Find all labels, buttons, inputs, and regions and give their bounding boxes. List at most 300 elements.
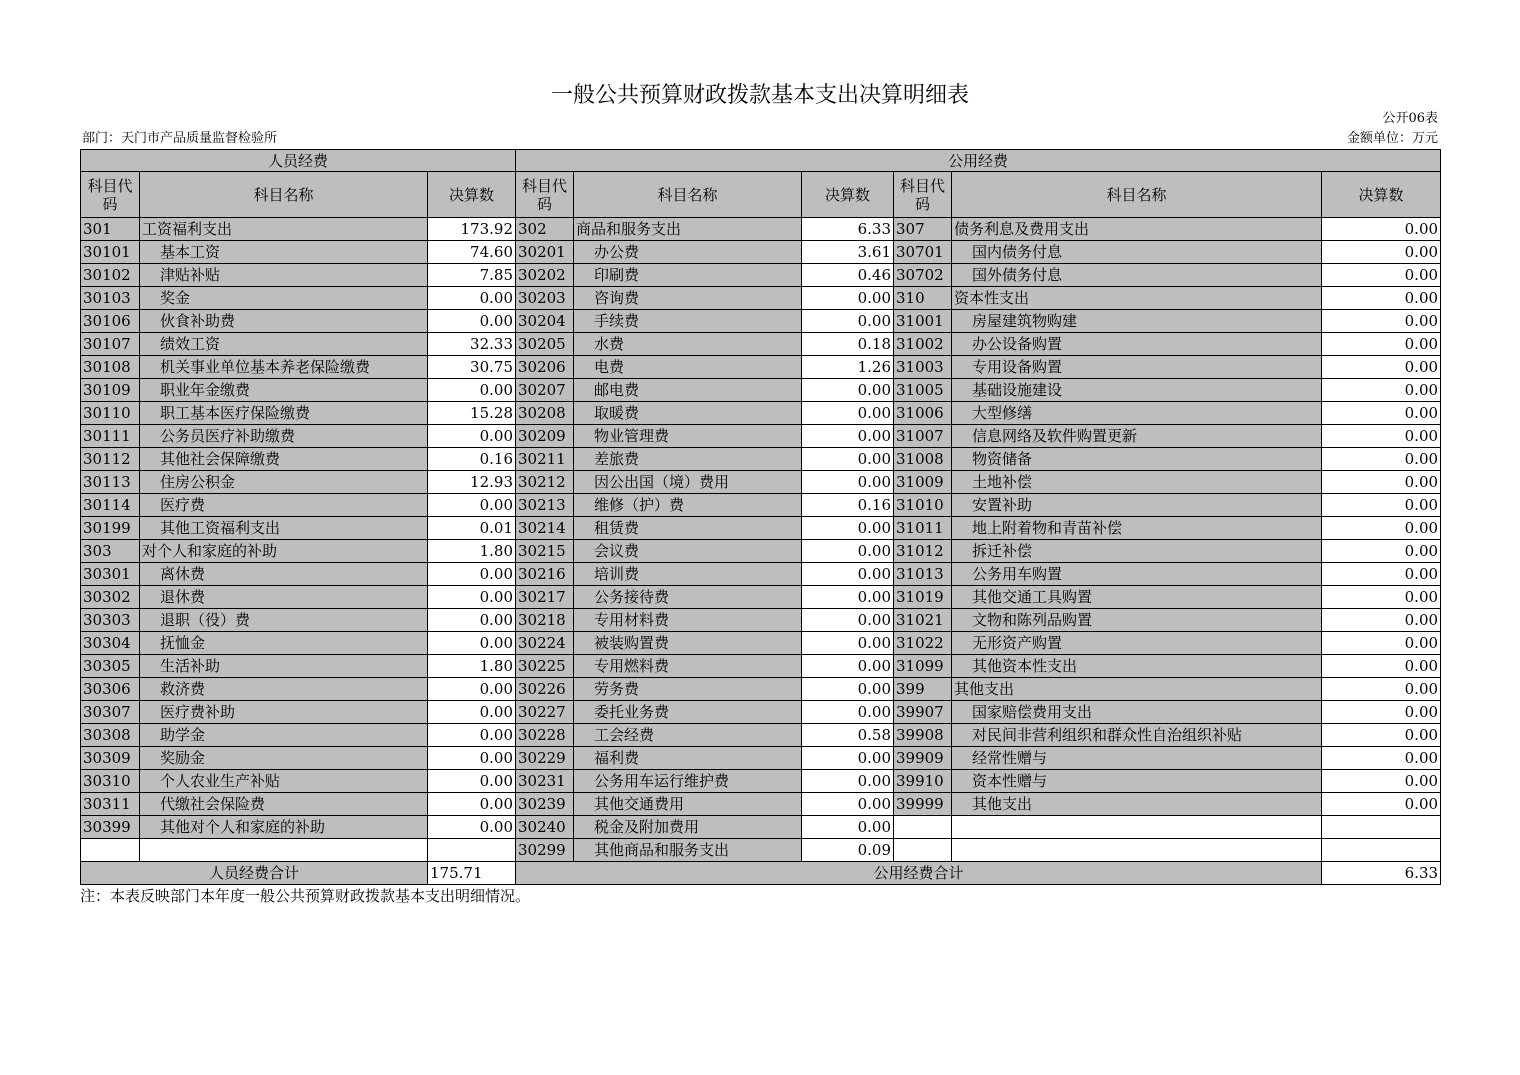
code-cell: 31008 <box>894 448 952 471</box>
amount-cell: 0.00 <box>428 724 516 747</box>
code-cell: 30301 <box>81 563 140 586</box>
name-cell: 机关事业单位基本养老保险缴费 <box>140 356 428 379</box>
amount-cell: 0.00 <box>802 793 894 816</box>
header-amount-3: 决算数 <box>1322 172 1441 218</box>
amount-cell: 0.00 <box>802 448 894 471</box>
table-row <box>81 287 1441 310</box>
amount-cell: 0.00 <box>1322 333 1441 356</box>
table-row <box>81 471 1441 494</box>
table-row <box>81 448 1441 471</box>
amount-cell: 0.00 <box>1322 793 1441 816</box>
code-cell: 31021 <box>894 609 952 632</box>
name-cell: 邮电费 <box>574 379 802 402</box>
amount-cell: 0.00 <box>428 310 516 333</box>
table-row <box>81 379 1441 402</box>
name-cell: 职工基本医疗保险缴费 <box>140 402 428 425</box>
personnel-total-value: 175.71 <box>428 862 516 885</box>
amount-cell: 7.85 <box>428 264 516 287</box>
name-cell <box>952 839 1322 862</box>
amount-cell: 0.00 <box>1322 586 1441 609</box>
name-cell: 公务用车购置 <box>952 563 1322 586</box>
code-cell: 30306 <box>81 678 140 701</box>
code-cell: 30702 <box>894 264 952 287</box>
amount-cell: 1.80 <box>428 655 516 678</box>
amount-cell: 0.00 <box>428 678 516 701</box>
code-cell: 30239 <box>516 793 574 816</box>
name-cell: 其他对个人和家庭的补助 <box>140 816 428 839</box>
page-title: 一般公共预算财政拨款基本支出决算明细表 <box>550 83 969 108</box>
table-row <box>81 770 1441 793</box>
code-cell: 30303 <box>81 609 140 632</box>
code-cell: 30299 <box>516 839 574 862</box>
amount-cell: 173.92 <box>428 218 516 241</box>
amount-cell: 30.75 <box>428 356 516 379</box>
name-cell: 土地补偿 <box>952 471 1322 494</box>
code-cell: 31007 <box>894 425 952 448</box>
amount-cell: 0.00 <box>802 517 894 540</box>
code-cell: 30304 <box>81 632 140 655</box>
amount-cell: 0.00 <box>1322 540 1441 563</box>
name-cell: 抚恤金 <box>140 632 428 655</box>
code-cell: 31009 <box>894 471 952 494</box>
amount-cell: 0.00 <box>428 747 516 770</box>
header-name-2: 科目名称 <box>574 172 802 218</box>
name-cell: 退休费 <box>140 586 428 609</box>
name-cell: 医疗费补助 <box>140 701 428 724</box>
name-cell: 商品和服务支出 <box>574 218 802 241</box>
name-cell: 经常性赠与 <box>952 747 1322 770</box>
amount-cell: 0.00 <box>802 425 894 448</box>
name-cell: 公务用车运行维护费 <box>574 770 802 793</box>
amount-cell: 0.00 <box>428 770 516 793</box>
name-cell: 其他支出 <box>952 793 1322 816</box>
totals-row <box>81 862 1441 885</box>
table-row <box>81 494 1441 517</box>
amount-cell: 0.00 <box>1322 310 1441 333</box>
code-cell: 302 <box>516 218 574 241</box>
table-row <box>81 540 1441 563</box>
code-cell: 30102 <box>81 264 140 287</box>
table-row <box>81 701 1441 724</box>
table-row <box>81 655 1441 678</box>
code-cell: 307 <box>894 218 952 241</box>
amount-cell: 15.28 <box>428 402 516 425</box>
name-cell: 税金及附加费用 <box>574 816 802 839</box>
code-cell: 30205 <box>516 333 574 356</box>
amount-cell: 0.00 <box>802 701 894 724</box>
amount-cell: 0.00 <box>1322 563 1441 586</box>
amount-cell: 0.00 <box>1322 517 1441 540</box>
name-cell: 被装购置费 <box>574 632 802 655</box>
name-cell: 债务利息及费用支出 <box>952 218 1322 241</box>
code-cell: 30310 <box>81 770 140 793</box>
code-cell: 30106 <box>81 310 140 333</box>
header-amount-1: 决算数 <box>428 172 516 218</box>
amount-cell: 0.00 <box>802 471 894 494</box>
name-cell: 退职（役）费 <box>140 609 428 632</box>
amount-cell: 0.00 <box>428 425 516 448</box>
code-cell: 30114 <box>81 494 140 517</box>
code-cell: 30225 <box>516 655 574 678</box>
amount-cell: 0.00 <box>428 586 516 609</box>
code-cell: 30307 <box>81 701 140 724</box>
amount-cell: 0.18 <box>802 333 894 356</box>
amount-cell: 0.00 <box>428 494 516 517</box>
code-cell <box>81 839 140 862</box>
amount-cell: 0.00 <box>802 816 894 839</box>
header-code-1: 科目代码 <box>81 172 140 218</box>
amount-cell: 0.00 <box>802 540 894 563</box>
code-cell: 30209 <box>516 425 574 448</box>
code-cell: 30228 <box>516 724 574 747</box>
amount-cell: 0.00 <box>802 586 894 609</box>
header-name-3: 科目名称 <box>952 172 1322 218</box>
code-cell: 399 <box>894 678 952 701</box>
table-row <box>81 816 1441 839</box>
name-cell: 专用设备购置 <box>952 356 1322 379</box>
code-cell: 30216 <box>516 563 574 586</box>
amount-cell: 0.00 <box>1322 356 1441 379</box>
code-cell: 31099 <box>894 655 952 678</box>
code-cell: 30308 <box>81 724 140 747</box>
code-cell: 31013 <box>894 563 952 586</box>
amount-cell <box>428 839 516 862</box>
name-cell: 大型修缮 <box>952 402 1322 425</box>
code-cell <box>894 816 952 839</box>
department-label: 部门：天门市产品质量监督检验所 <box>82 131 278 146</box>
code-cell: 30111 <box>81 425 140 448</box>
name-cell: 救济费 <box>140 678 428 701</box>
header-code-2: 科目代码 <box>516 172 574 218</box>
amount-cell: 0.00 <box>1322 425 1441 448</box>
name-cell: 咨询费 <box>574 287 802 310</box>
name-cell <box>140 839 428 862</box>
amount-cell: 3.61 <box>802 241 894 264</box>
code-cell: 301 <box>81 218 140 241</box>
code-cell: 30211 <box>516 448 574 471</box>
name-cell: 拆迁补偿 <box>952 540 1322 563</box>
code-cell: 31006 <box>894 402 952 425</box>
name-cell: 工会经费 <box>574 724 802 747</box>
name-cell: 取暖费 <box>574 402 802 425</box>
table-row <box>81 517 1441 540</box>
amount-cell: 0.00 <box>802 379 894 402</box>
code-cell: 30199 <box>81 517 140 540</box>
table-row <box>81 402 1441 425</box>
table-row <box>81 264 1441 287</box>
table-row <box>81 747 1441 770</box>
code-cell: 30224 <box>516 632 574 655</box>
amount-cell: 0.00 <box>1322 287 1441 310</box>
public-total-value: 6.33 <box>1322 862 1441 885</box>
amount-cell: 1.26 <box>802 356 894 379</box>
amount-cell: 0.00 <box>802 609 894 632</box>
code-cell: 30204 <box>516 310 574 333</box>
table-row <box>81 425 1441 448</box>
name-cell <box>952 816 1322 839</box>
code-cell: 30203 <box>516 287 574 310</box>
name-cell: 资本性赠与 <box>952 770 1322 793</box>
amount-cell: 0.00 <box>428 793 516 816</box>
code-cell: 30103 <box>81 287 140 310</box>
personnel-total-label: 人员经费合计 <box>81 862 428 885</box>
name-cell: 办公设备购置 <box>952 333 1322 356</box>
table-row <box>81 609 1441 632</box>
code-cell: 31019 <box>894 586 952 609</box>
name-cell: 代缴社会保险费 <box>140 793 428 816</box>
name-cell: 水费 <box>574 333 802 356</box>
name-cell: 国家赔偿费用支出 <box>952 701 1322 724</box>
code-cell: 30201 <box>516 241 574 264</box>
name-cell: 医疗费 <box>140 494 428 517</box>
code-cell: 39908 <box>894 724 952 747</box>
code-cell: 30110 <box>81 402 140 425</box>
table-row <box>81 724 1441 747</box>
amount-cell <box>1322 816 1441 839</box>
name-cell: 对个人和家庭的补助 <box>140 540 428 563</box>
name-cell: 基本工资 <box>140 241 428 264</box>
code-cell: 30207 <box>516 379 574 402</box>
amount-cell: 0.16 <box>802 494 894 517</box>
amount-cell: 0.00 <box>428 701 516 724</box>
name-cell: 地上附着物和青苗补偿 <box>952 517 1322 540</box>
name-cell: 房屋建筑物购建 <box>952 310 1322 333</box>
amount-cell: 0.00 <box>802 287 894 310</box>
form-number: 公开06表 <box>1382 111 1438 126</box>
name-cell: 物业管理费 <box>574 425 802 448</box>
amount-cell: 0.00 <box>802 655 894 678</box>
amount-cell: 0.00 <box>428 816 516 839</box>
amount-unit-label: 金额单位：万元 <box>1346 131 1438 146</box>
table-row <box>81 356 1441 379</box>
name-cell: 手续费 <box>574 310 802 333</box>
code-cell: 30227 <box>516 701 574 724</box>
name-cell: 租赁费 <box>574 517 802 540</box>
amount-cell: 0.00 <box>802 563 894 586</box>
amount-cell: 0.00 <box>428 609 516 632</box>
amount-cell: 0.00 <box>1322 494 1441 517</box>
amount-cell: 0.00 <box>428 632 516 655</box>
name-cell: 离休费 <box>140 563 428 586</box>
amount-cell: 0.00 <box>1322 632 1441 655</box>
amount-cell: 0.00 <box>1322 402 1441 425</box>
name-cell: 绩效工资 <box>140 333 428 356</box>
table-row <box>81 218 1441 241</box>
name-cell: 基础设施建设 <box>952 379 1322 402</box>
name-cell: 福利费 <box>574 747 802 770</box>
code-cell: 30229 <box>516 747 574 770</box>
name-cell: 助学金 <box>140 724 428 747</box>
amount-cell: 0.00 <box>1322 241 1441 264</box>
footnote: 注：本表反映部门本年度一般公共预算财政拨款基本支出明细情况。 <box>80 887 531 905</box>
table-row <box>81 793 1441 816</box>
table-row <box>81 563 1441 586</box>
name-cell: 工资福利支出 <box>140 218 428 241</box>
code-cell: 30213 <box>516 494 574 517</box>
amount-cell: 0.46 <box>802 264 894 287</box>
name-cell: 住房公积金 <box>140 471 428 494</box>
name-cell: 其他支出 <box>952 678 1322 701</box>
code-cell: 39910 <box>894 770 952 793</box>
amount-cell: 0.00 <box>1322 770 1441 793</box>
name-cell: 物资储备 <box>952 448 1322 471</box>
name-cell: 专用材料费 <box>574 609 802 632</box>
name-cell: 津贴补贴 <box>140 264 428 287</box>
section-public: 公用经费 <box>516 150 1441 172</box>
table-row <box>81 632 1441 655</box>
code-cell: 30101 <box>81 241 140 264</box>
code-cell: 31022 <box>894 632 952 655</box>
section-personnel: 人员经费 <box>81 150 516 172</box>
name-cell: 维修（护）费 <box>574 494 802 517</box>
amount-cell: 0.00 <box>802 402 894 425</box>
code-cell: 30113 <box>81 471 140 494</box>
name-cell: 委托业务费 <box>574 701 802 724</box>
name-cell: 其他商品和服务支出 <box>574 839 802 862</box>
name-cell: 其他交通工具购置 <box>952 586 1322 609</box>
amount-cell: 0.00 <box>428 563 516 586</box>
code-cell: 30109 <box>81 379 140 402</box>
amount-cell: 0.00 <box>1322 655 1441 678</box>
name-cell: 会议费 <box>574 540 802 563</box>
code-cell: 31003 <box>894 356 952 379</box>
name-cell: 国外债务付息 <box>952 264 1322 287</box>
code-cell: 31002 <box>894 333 952 356</box>
name-cell: 劳务费 <box>574 678 802 701</box>
amount-cell <box>1322 839 1441 862</box>
code-cell: 30226 <box>516 678 574 701</box>
amount-cell: 0.01 <box>428 517 516 540</box>
amount-cell: 0.00 <box>1322 379 1441 402</box>
code-cell: 30305 <box>81 655 140 678</box>
code-cell: 39907 <box>894 701 952 724</box>
name-cell: 国内债务付息 <box>952 241 1322 264</box>
header-amount-2: 决算数 <box>802 172 894 218</box>
code-cell: 30240 <box>516 816 574 839</box>
table-row <box>81 310 1441 333</box>
code-cell: 31001 <box>894 310 952 333</box>
name-cell: 其他交通费用 <box>574 793 802 816</box>
name-cell: 个人农业生产补贴 <box>140 770 428 793</box>
amount-cell: 32.33 <box>428 333 516 356</box>
amount-cell: 0.00 <box>1322 471 1441 494</box>
code-cell: 30218 <box>516 609 574 632</box>
amount-cell: 0.09 <box>802 839 894 862</box>
name-cell: 职业年金缴费 <box>140 379 428 402</box>
name-cell: 资本性支出 <box>952 287 1322 310</box>
amount-cell: 0.00 <box>1322 448 1441 471</box>
code-cell: 31011 <box>894 517 952 540</box>
amount-cell: 0.00 <box>428 287 516 310</box>
code-cell: 30212 <box>516 471 574 494</box>
expenditure-table <box>80 149 1441 885</box>
amount-cell: 0.00 <box>1322 218 1441 241</box>
code-cell: 30214 <box>516 517 574 540</box>
name-cell: 奖金 <box>140 287 428 310</box>
name-cell: 生活补助 <box>140 655 428 678</box>
code-cell: 30399 <box>81 816 140 839</box>
name-cell: 培训费 <box>574 563 802 586</box>
amount-cell: 0.00 <box>802 310 894 333</box>
code-cell: 30311 <box>81 793 140 816</box>
code-cell: 39999 <box>894 793 952 816</box>
header-code-3: 科目代码 <box>894 172 952 218</box>
name-cell: 安置补助 <box>952 494 1322 517</box>
table-row <box>81 333 1441 356</box>
name-cell: 公务员医疗补助缴费 <box>140 425 428 448</box>
amount-cell: 0.00 <box>1322 724 1441 747</box>
name-cell: 奖励金 <box>140 747 428 770</box>
name-cell: 无形资产购置 <box>952 632 1322 655</box>
code-cell: 30302 <box>81 586 140 609</box>
code-cell: 30206 <box>516 356 574 379</box>
amount-cell: 0.00 <box>802 770 894 793</box>
code-cell: 30215 <box>516 540 574 563</box>
name-cell: 办公费 <box>574 241 802 264</box>
code-cell: 30202 <box>516 264 574 287</box>
name-cell: 电费 <box>574 356 802 379</box>
name-cell: 其他工资福利支出 <box>140 517 428 540</box>
table-row <box>81 241 1441 264</box>
code-cell: 30231 <box>516 770 574 793</box>
name-cell: 公务接待费 <box>574 586 802 609</box>
code-cell: 30208 <box>516 402 574 425</box>
code-cell: 31005 <box>894 379 952 402</box>
code-cell: 30309 <box>81 747 140 770</box>
name-cell: 其他资本性支出 <box>952 655 1322 678</box>
amount-cell: 0.00 <box>428 379 516 402</box>
code-cell: 39909 <box>894 747 952 770</box>
amount-cell: 0.00 <box>1322 609 1441 632</box>
table-row <box>81 839 1441 862</box>
name-cell: 信息网络及软件购置更新 <box>952 425 1322 448</box>
code-cell: 31012 <box>894 540 952 563</box>
code-cell: 31010 <box>894 494 952 517</box>
amount-cell: 6.33 <box>802 218 894 241</box>
amount-cell: 0.00 <box>1322 701 1441 724</box>
amount-cell: 1.80 <box>428 540 516 563</box>
amount-cell: 0.00 <box>1322 678 1441 701</box>
name-cell: 差旅费 <box>574 448 802 471</box>
name-cell: 文物和陈列品购置 <box>952 609 1322 632</box>
code-cell <box>894 839 952 862</box>
code-cell: 30107 <box>81 333 140 356</box>
header-name-1: 科目名称 <box>140 172 428 218</box>
amount-cell: 0.00 <box>1322 747 1441 770</box>
amount-cell: 12.93 <box>428 471 516 494</box>
public-total-label: 公用经费合计 <box>516 862 1322 885</box>
code-cell: 30112 <box>81 448 140 471</box>
name-cell: 印刷费 <box>574 264 802 287</box>
name-cell: 对民间非营利组织和群众性自治组织补贴 <box>952 724 1322 747</box>
code-cell: 30701 <box>894 241 952 264</box>
table-row <box>81 678 1441 701</box>
amount-cell: 0.16 <box>428 448 516 471</box>
amount-cell: 0.00 <box>802 632 894 655</box>
table-row <box>81 586 1441 609</box>
amount-cell: 74.60 <box>428 241 516 264</box>
code-cell: 30217 <box>516 586 574 609</box>
amount-cell: 0.58 <box>802 724 894 747</box>
amount-cell: 0.00 <box>802 747 894 770</box>
name-cell: 伙食补助费 <box>140 310 428 333</box>
name-cell: 其他社会保障缴费 <box>140 448 428 471</box>
code-cell: 30108 <box>81 356 140 379</box>
amount-cell: 0.00 <box>1322 264 1441 287</box>
code-cell: 303 <box>81 540 140 563</box>
name-cell: 因公出国（境）费用 <box>574 471 802 494</box>
name-cell: 专用燃料费 <box>574 655 802 678</box>
